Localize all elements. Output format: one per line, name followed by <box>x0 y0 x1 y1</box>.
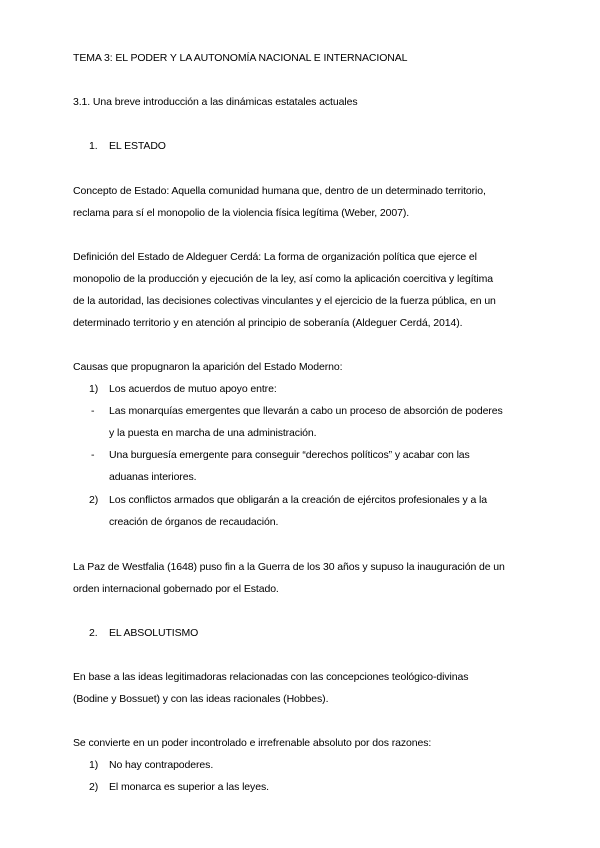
causas-sub-2-line-1: Una burguesía emergente para conseguir “derechos políticos” y acabar con las <box>109 449 470 461</box>
definicion-line-3: de la autoridad, las decisiones colectivas vinculantes y el ejercicio de la fuerza pública, en un <box>73 295 496 307</box>
razones-intro: Se convierte en un poder incontrolado e irrefrenable absoluto por dos razones: <box>73 737 432 749</box>
razones-item-1-number: 1) <box>89 759 99 771</box>
ideas-line-1: En base a las ideas legitimadoras relacionadas con las concepciones teológico-divinas <box>73 671 469 683</box>
section-1-heading: EL ESTADO <box>109 140 166 152</box>
causas-sub-2-line-2: aduanas interiores. <box>109 471 197 483</box>
causas-item-2-line-2: creación de órganos de recaudación. <box>109 516 279 528</box>
causas-sub-1-line-1: Las monarquías emergentes que llevarán a cabo un proceso de absorción de poderes <box>109 405 503 417</box>
concepto-line-1: Concepto de Estado: Aquella comunidad humana que, dentro de un determinado territorio, <box>73 185 486 197</box>
westfalia-line-2: orden internacional gobernado por el Estado. <box>73 583 279 595</box>
razones-item-2: El monarca es superior a las leyes. <box>109 781 269 793</box>
causas-intro: Causas que propugnaron la aparición del Estado Moderno: <box>73 361 343 373</box>
razones-item-1: No hay contrapoderes. <box>109 759 214 771</box>
causas-sub-2-bullet: - <box>91 449 95 461</box>
subsection-heading: 3.1. Una breve introducción a las dinámicas estatales actuales <box>73 96 358 108</box>
section-1-number: 1. <box>89 140 98 152</box>
razones-item-2-number: 2) <box>89 781 99 793</box>
ideas-line-2: (Bodine y Bossuet) y con las ideas racionales (Hobbes). <box>73 693 329 705</box>
concepto-line-2: reclama para sí el monopolio de la violencia física legítima (Weber, 2007). <box>73 207 410 219</box>
definicion-line-2: monopolio de la producción y ejecución de la ley, así como la aplicación coercitiva y legítima <box>73 273 493 285</box>
definicion-line-4: determinado territorio y en atención al principio de soberanía (Aldeguer Cerdá, 2014). <box>73 317 463 329</box>
definicion-line-1: Definición del Estado de Aldeguer Cerdá: La forma de organización política que ejerce el <box>73 251 477 263</box>
causas-item-2-line-1: Los conflictos armados que obligarán a la creación de ejércitos profesionales y a la <box>109 494 487 506</box>
causas-sub-1-bullet: - <box>91 405 95 417</box>
causas-sub-1-line-2: y la puesta en marcha de una administración. <box>109 427 317 439</box>
westfalia-line-1: La Paz de Westfalia (1648) puso fin a la Guerra de los 30 años y supuso la inauguración de un <box>73 561 505 573</box>
document-title: TEMA 3: EL PODER Y LA AUTONOMÍA NACIONAL E INTERNACIONAL <box>73 52 408 64</box>
causas-item-1: Los acuerdos de mutuo apoyo entre: <box>109 383 277 395</box>
causas-item-1-number: 1) <box>89 383 99 395</box>
section-2-number: 2. <box>89 627 98 639</box>
causas-item-2-number: 2) <box>89 494 99 506</box>
section-2-heading: EL ABSOLUTISMO <box>109 627 199 639</box>
